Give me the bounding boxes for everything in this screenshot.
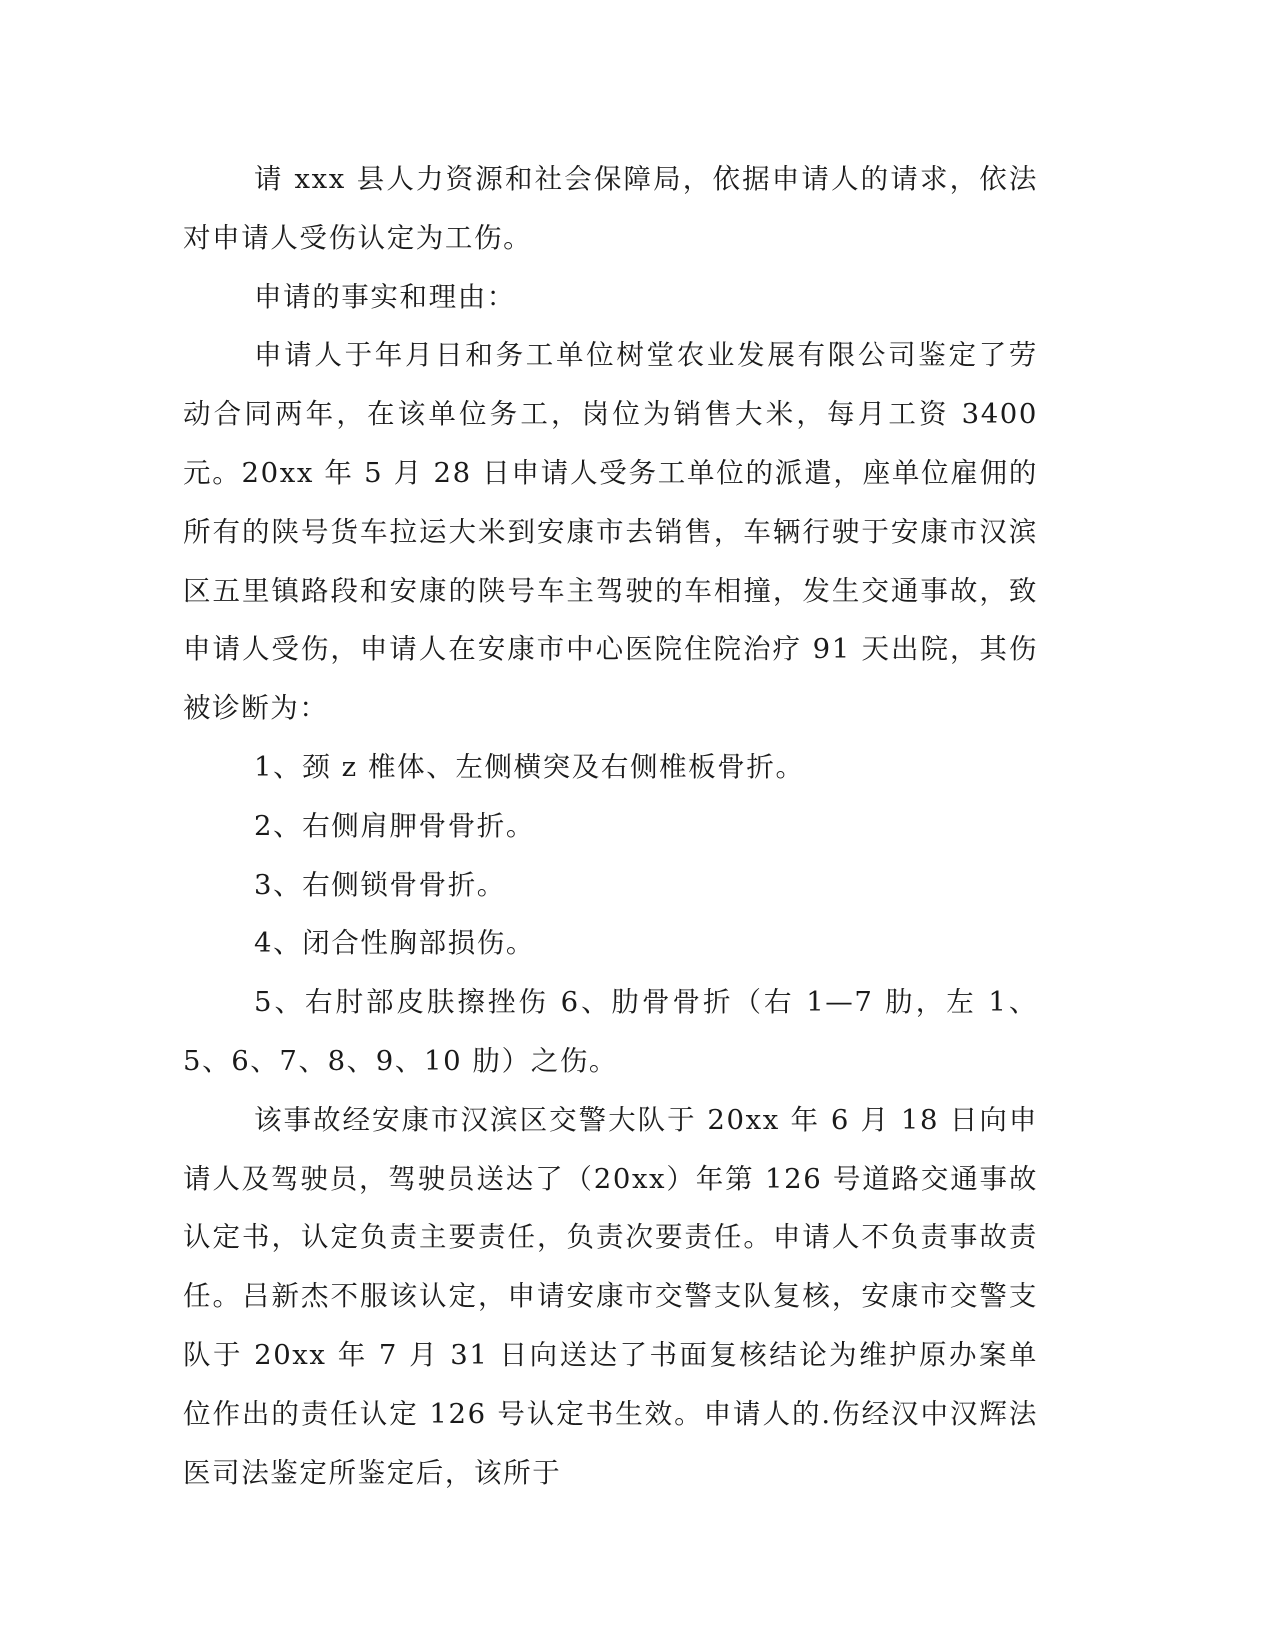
paragraph-employment-facts: 申请人于年月日和务工单位树堂农业发展有限公司鉴定了劳动合同两年，在该单位务工，岗位为销售大米，每月工资 3400 元。20xx 年 5 月 28 日申请人受务工单位的派遣，座单位雇佣的所有的陕号货车拉运大米到安康市去销售，车辆行驶于安康市汉滨区五里镇路段和安康的陕号车主驾驶的车相撞，发生交通事故，致申请人受伤，申请人在安康市中心医院住院治疗 91 天出院，其伤被诊断为： [183,339,1038,725]
diagnosis-item-3: 3、右侧锁骨骨折。 [254,868,506,901]
diagnosis-item-2: 2、右侧肩胛骨骨折。 [254,809,535,842]
document-body [183,150,1038,1502]
diagnosis-item-4: 4、闭合性胸部损伤。 [254,927,535,960]
diagnosis-item-1: 1、颈 z 椎体、左侧横突及右侧椎板骨折。 [254,750,805,783]
paragraph-accident-determination: 该事故经安康市汉滨区交警大队于 20xx 年 6 月 18 日向申请人及驾驶员，驾驶员送达了（20xx）年第 126 号道路交通事故认定书，认定负责主要责任，负责次要责任。申请人不负责事故责任。吕新杰不服该认定，申请安康市交警支队复核，安康市交警支队于 20xx 年 7 月 31 日向送达了书面复核结论为维护原办案单位作出的责任认定 126 号认定书生效。申请人的.伤经汉中汉辉法医司法鉴定所鉴定后，该所于 [183,1103,1038,1489]
paragraph-facts-heading: 申请的事实和理由： [254,280,516,313]
paragraph-request: 请 xxx 县人力资源和社会保障局，依据申请人的请求，依法对申请人受伤认定为工伤。 [183,163,1038,254]
diagnosis-item-5: 5、右肘部皮肤擦挫伤 6、肋骨骨折（右 1—7 肋，左 1、5、6、7、8、9、10 肋）之伤。 [183,986,1038,1077]
